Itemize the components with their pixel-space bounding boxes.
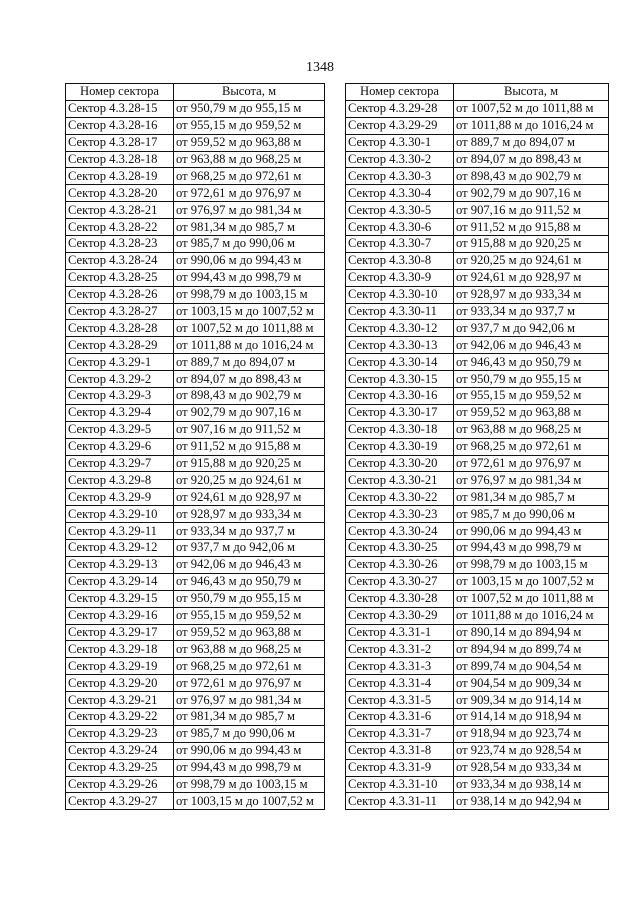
height-range-cell: от 959,52 м до 963,88 м [174,134,325,151]
header-height: Высота, м [174,84,325,101]
height-range-cell: от 963,88 м до 968,25 м [174,151,325,168]
sector-name-cell: Сектор 4.3.30-20 [346,455,454,472]
table-row [66,438,325,455]
table-row [346,489,609,506]
height-range-cell: от 894,07 м до 898,43 м [454,151,609,168]
sector-name-cell: Сектор 4.3.30-22 [346,489,454,506]
sector-name-cell: Сектор 4.3.29-1 [66,354,174,371]
height-range-cell: от 902,79 м до 907,16 м [454,185,609,202]
table-row [66,641,325,658]
height-range-cell: от 968,25 м до 972,61 м [174,658,325,675]
sector-name-cell: Сектор 4.3.29-22 [66,708,174,725]
table-row [346,134,609,151]
table-row [66,151,325,168]
table-row [346,742,609,759]
height-range-cell: от 911,52 м до 915,88 м [174,438,325,455]
sector-name-cell: Сектор 4.3.29-21 [66,692,174,709]
sector-name-cell: Сектор 4.3.31-7 [346,725,454,742]
sector-name-cell: Сектор 4.3.28-15 [66,100,174,117]
table-row [346,303,609,320]
height-range-cell: от 1003,15 м до 1007,52 м [174,303,325,320]
sector-name-cell: Сектор 4.3.28-23 [66,236,174,253]
table-row [346,793,609,810]
table-row [346,100,609,117]
table-body [346,100,609,809]
height-range-cell: от 985,7 м до 990,06 м [174,725,325,742]
height-range-cell: от 918,94 м до 923,74 м [454,725,609,742]
height-range-cell: от 942,06 м до 946,43 м [174,556,325,573]
header-sector: Номер сектора [66,84,174,101]
table-row [66,117,325,134]
sector-name-cell: Сектор 4.3.31-8 [346,742,454,759]
table-row [346,624,609,641]
table-row [346,151,609,168]
table-row [66,219,325,236]
height-range-cell: от 985,7 м до 990,06 м [174,236,325,253]
height-range-cell: от 972,61 м до 976,97 м [454,455,609,472]
height-range-cell: от 1007,52 м до 1011,88 м [454,100,609,117]
sector-name-cell: Сектор 4.3.30-21 [346,472,454,489]
height-range-cell: от 942,06 м до 946,43 м [454,337,609,354]
table-row [346,675,609,692]
sector-name-cell: Сектор 4.3.29-8 [66,472,174,489]
height-range-cell: от 990,06 м до 994,43 м [174,252,325,269]
sector-name-cell: Сектор 4.3.29-12 [66,540,174,557]
table-row [66,607,325,624]
table-row [66,455,325,472]
sector-name-cell: Сектор 4.3.30-2 [346,151,454,168]
table-row [346,202,609,219]
sector-name-cell: Сектор 4.3.31-5 [346,692,454,709]
table-row [346,236,609,253]
sector-name-cell: Сектор 4.3.29-17 [66,624,174,641]
height-range-cell: от 968,25 м до 972,61 м [454,438,609,455]
sector-name-cell: Сектор 4.3.29-7 [66,455,174,472]
height-range-cell: от 899,74 м до 904,54 м [454,658,609,675]
sector-name-cell: Сектор 4.3.30-16 [346,388,454,405]
table-row [346,506,609,523]
height-range-cell: от 946,43 м до 950,79 м [454,354,609,371]
height-range-cell: от 890,14 м до 894,94 м [454,624,609,641]
sector-name-cell: Сектор 4.3.29-18 [66,641,174,658]
sector-name-cell: Сектор 4.3.30-3 [346,168,454,185]
sector-name-cell: Сектор 4.3.31-3 [346,658,454,675]
height-range-cell: от 907,16 м до 911,52 м [454,202,609,219]
table-row [346,252,609,269]
sector-name-cell: Сектор 4.3.29-26 [66,776,174,793]
table-row [66,202,325,219]
table-row [346,371,609,388]
height-range-cell: от 909,34 м до 914,14 м [454,692,609,709]
height-range-cell: от 963,88 м до 968,25 м [454,421,609,438]
height-range-cell: от 976,97 м до 981,34 м [174,202,325,219]
table-row [66,725,325,742]
table-row [346,404,609,421]
height-range-cell: от 915,88 м до 920,25 м [454,236,609,253]
sector-name-cell: Сектор 4.3.29-23 [66,725,174,742]
table-row [66,624,325,641]
sector-name-cell: Сектор 4.3.30-14 [346,354,454,371]
sector-name-cell: Сектор 4.3.30-8 [346,252,454,269]
table-row [346,692,609,709]
height-range-cell: от 998,79 м до 1003,15 м [174,776,325,793]
height-range-cell: от 894,94 м до 899,74 м [454,641,609,658]
header-sector: Номер сектора [346,84,454,101]
table-row [346,641,609,658]
height-range-cell: от 907,16 м до 911,52 м [174,421,325,438]
sector-name-cell: Сектор 4.3.28-28 [66,320,174,337]
height-range-cell: от 928,54 м до 933,34 м [454,759,609,776]
table-row [346,168,609,185]
table-row [66,320,325,337]
height-range-cell: от 911,52 м до 915,88 м [454,219,609,236]
sector-name-cell: Сектор 4.3.28-26 [66,286,174,303]
sector-name-cell: Сектор 4.3.29-29 [346,117,454,134]
height-range-cell: от 994,43 м до 998,79 м [174,759,325,776]
table-row [346,725,609,742]
sector-name-cell: Сектор 4.3.31-6 [346,708,454,725]
table-row [346,776,609,793]
sector-name-cell: Сектор 4.3.29-19 [66,658,174,675]
height-range-cell: от 938,14 м до 942,94 м [454,793,609,810]
table-row [346,708,609,725]
height-range-cell: от 928,97 м до 933,34 м [454,286,609,303]
table-row [346,388,609,405]
height-range-cell: от 976,97 м до 981,34 м [454,472,609,489]
table-row [346,286,609,303]
sector-name-cell: Сектор 4.3.29-16 [66,607,174,624]
table-row [66,573,325,590]
height-range-cell: от 972,61 м до 976,97 м [174,675,325,692]
height-range-cell: от 981,34 м до 985,7 м [174,708,325,725]
sector-name-cell: Сектор 4.3.29-13 [66,556,174,573]
sector-name-cell: Сектор 4.3.31-9 [346,759,454,776]
height-range-cell: от 894,07 м до 898,43 м [174,371,325,388]
height-range-cell: от 955,15 м до 959,52 м [174,607,325,624]
sector-name-cell: Сектор 4.3.29-25 [66,759,174,776]
height-range-cell: от 898,43 м до 902,79 м [454,168,609,185]
table-row [346,320,609,337]
table-row [66,523,325,540]
table-row [66,404,325,421]
table-row [66,776,325,793]
table-row [66,286,325,303]
height-range-cell: от 950,79 м до 955,15 м [454,371,609,388]
sector-name-cell: Сектор 4.3.30-4 [346,185,454,202]
sector-name-cell: Сектор 4.3.30-11 [346,303,454,320]
table-row [346,219,609,236]
table-row [66,793,325,810]
table-row [66,556,325,573]
table-row [346,337,609,354]
sector-name-cell: Сектор 4.3.28-27 [66,303,174,320]
height-range-cell: от 889,7 м до 894,07 м [174,354,325,371]
height-range-cell: от 928,97 м до 933,34 м [174,506,325,523]
sector-table-right [345,83,609,810]
table-row [66,742,325,759]
header-height: Высота, м [454,84,609,101]
height-range-cell: от 955,15 м до 959,52 м [454,388,609,405]
page-number: 1348 [306,60,334,75]
height-range-cell: от 904,54 м до 909,34 м [454,675,609,692]
height-range-cell: от 976,97 м до 981,34 м [174,692,325,709]
height-range-cell: от 915,88 м до 920,25 м [174,455,325,472]
table-row [66,371,325,388]
table-row [346,540,609,557]
table-body [66,100,325,809]
table-row [346,269,609,286]
height-range-cell: от 1007,52 м до 1011,88 м [454,590,609,607]
sector-name-cell: Сектор 4.3.29-2 [66,371,174,388]
sector-name-cell: Сектор 4.3.29-24 [66,742,174,759]
table-row [346,658,609,675]
sector-name-cell: Сектор 4.3.29-14 [66,573,174,590]
table-row [346,759,609,776]
table-row [346,472,609,489]
sector-name-cell: Сектор 4.3.30-9 [346,269,454,286]
sector-name-cell: Сектор 4.3.30-25 [346,540,454,557]
table-row [346,185,609,202]
sector-name-cell: Сектор 4.3.31-4 [346,675,454,692]
table-row [66,540,325,557]
height-range-cell: от 933,34 м до 938,14 м [454,776,609,793]
height-range-cell: от 920,25 м до 924,61 м [454,252,609,269]
sector-name-cell: Сектор 4.3.28-19 [66,168,174,185]
sector-name-cell: Сектор 4.3.30-10 [346,286,454,303]
table-row [66,692,325,709]
table-row [66,236,325,253]
table-header-row [346,84,609,101]
height-range-cell: от 889,7 м до 894,07 м [454,134,609,151]
sector-name-cell: Сектор 4.3.28-21 [66,202,174,219]
table-row [346,421,609,438]
height-range-cell: от 950,79 м до 955,15 м [174,100,325,117]
sector-name-cell: Сектор 4.3.29-20 [66,675,174,692]
table-row [66,658,325,675]
sector-name-cell: Сектор 4.3.28-29 [66,337,174,354]
table-row [346,523,609,540]
height-range-cell: от 990,06 м до 994,43 м [454,523,609,540]
table-row [346,455,609,472]
table-row [346,438,609,455]
sector-name-cell: Сектор 4.3.30-17 [346,404,454,421]
height-range-cell: от 1011,88 м до 1016,24 м [174,337,325,354]
table-row [66,337,325,354]
height-range-cell: от 924,61 м до 928,97 м [454,269,609,286]
height-range-cell: от 923,74 м до 928,54 м [454,742,609,759]
sector-name-cell: Сектор 4.3.29-10 [66,506,174,523]
sector-name-cell: Сектор 4.3.31-2 [346,641,454,658]
height-range-cell: от 920,25 м до 924,61 м [174,472,325,489]
sector-name-cell: Сектор 4.3.30-29 [346,607,454,624]
height-range-cell: от 959,52 м до 963,88 м [174,624,325,641]
sector-name-cell: Сектор 4.3.28-22 [66,219,174,236]
sector-name-cell: Сектор 4.3.30-6 [346,219,454,236]
table-row [66,100,325,117]
height-range-cell: от 968,25 м до 972,61 м [174,168,325,185]
table-row [66,675,325,692]
height-range-cell: от 914,14 м до 918,94 м [454,708,609,725]
sector-name-cell: Сектор 4.3.30-13 [346,337,454,354]
height-range-cell: от 946,43 м до 950,79 м [174,573,325,590]
sector-name-cell: Сектор 4.3.31-10 [346,776,454,793]
sector-name-cell: Сектор 4.3.28-16 [66,117,174,134]
height-range-cell: от 981,34 м до 985,7 м [174,219,325,236]
sector-name-cell: Сектор 4.3.29-15 [66,590,174,607]
height-range-cell: от 981,34 м до 985,7 м [454,489,609,506]
table-row [346,354,609,371]
height-range-cell: от 994,43 м до 998,79 м [454,540,609,557]
sector-name-cell: Сектор 4.3.29-11 [66,523,174,540]
sector-name-cell: Сектор 4.3.30-27 [346,573,454,590]
sector-name-cell: Сектор 4.3.28-18 [66,151,174,168]
height-range-cell: от 1003,15 м до 1007,52 м [174,793,325,810]
sector-name-cell: Сектор 4.3.29-27 [66,793,174,810]
height-range-cell: от 1007,52 м до 1011,88 м [174,320,325,337]
height-range-cell: от 990,06 м до 994,43 м [174,742,325,759]
sector-name-cell: Сектор 4.3.31-1 [346,624,454,641]
sector-name-cell: Сектор 4.3.30-24 [346,523,454,540]
height-range-cell: от 959,52 м до 963,88 м [454,404,609,421]
height-range-cell: от 937,7 м до 942,06 м [174,540,325,557]
height-range-cell: от 1003,15 м до 1007,52 м [454,573,609,590]
table-row [346,573,609,590]
sector-name-cell: Сектор 4.3.29-3 [66,388,174,405]
sector-name-cell: Сектор 4.3.30-26 [346,556,454,573]
table-row [66,472,325,489]
table-row [66,759,325,776]
sector-name-cell: Сектор 4.3.30-28 [346,590,454,607]
table-row [66,590,325,607]
height-range-cell: от 902,79 м до 907,16 м [174,404,325,421]
sector-name-cell: Сектор 4.3.30-23 [346,506,454,523]
table-row [66,354,325,371]
sector-name-cell: Сектор 4.3.30-7 [346,236,454,253]
height-range-cell: от 933,34 м до 937,7 м [174,523,325,540]
height-range-cell: от 1011,88 м до 1016,24 м [454,117,609,134]
sector-name-cell: Сектор 4.3.30-18 [346,421,454,438]
table-header-row [66,84,325,101]
table-row [66,303,325,320]
sector-name-cell: Сектор 4.3.30-19 [346,438,454,455]
sector-name-cell: Сектор 4.3.29-5 [66,421,174,438]
sector-name-cell: Сектор 4.3.30-12 [346,320,454,337]
table-row [346,117,609,134]
sector-name-cell: Сектор 4.3.28-24 [66,252,174,269]
height-range-cell: от 898,43 м до 902,79 м [174,388,325,405]
table-row [66,252,325,269]
table-row [346,590,609,607]
sector-name-cell: Сектор 4.3.30-15 [346,371,454,388]
table-row [66,168,325,185]
sector-name-cell: Сектор 4.3.28-17 [66,134,174,151]
sector-name-cell: Сектор 4.3.28-20 [66,185,174,202]
height-range-cell: от 994,43 м до 998,79 м [174,269,325,286]
height-range-cell: от 1011,88 м до 1016,24 м [454,607,609,624]
height-range-cell: от 998,79 м до 1003,15 м [454,556,609,573]
height-range-cell: от 924,61 м до 928,97 м [174,489,325,506]
height-range-cell: от 955,15 м до 959,52 м [174,117,325,134]
sector-name-cell: Сектор 4.3.29-6 [66,438,174,455]
table-row [66,421,325,438]
height-range-cell: от 950,79 м до 955,15 м [174,590,325,607]
sector-name-cell: Сектор 4.3.30-1 [346,134,454,151]
height-range-cell: от 985,7 м до 990,06 м [454,506,609,523]
table-row [66,134,325,151]
height-range-cell: от 937,7 м до 942,06 м [454,320,609,337]
table-row [66,388,325,405]
table-row [66,185,325,202]
table-row [66,506,325,523]
sector-name-cell: Сектор 4.3.31-11 [346,793,454,810]
sector-name-cell: Сектор 4.3.28-25 [66,269,174,286]
table-row [346,556,609,573]
table-row [346,607,609,624]
sector-name-cell: Сектор 4.3.29-9 [66,489,174,506]
sector-name-cell: Сектор 4.3.29-28 [346,100,454,117]
table-row [66,708,325,725]
height-range-cell: от 972,61 м до 976,97 м [174,185,325,202]
sector-name-cell: Сектор 4.3.30-5 [346,202,454,219]
height-range-cell: от 963,88 м до 968,25 м [174,641,325,658]
height-range-cell: от 933,34 м до 937,7 м [454,303,609,320]
table-row [66,489,325,506]
height-range-cell: от 998,79 м до 1003,15 м [174,286,325,303]
sector-name-cell: Сектор 4.3.29-4 [66,404,174,421]
table-row [66,269,325,286]
sector-table-left [65,83,325,810]
